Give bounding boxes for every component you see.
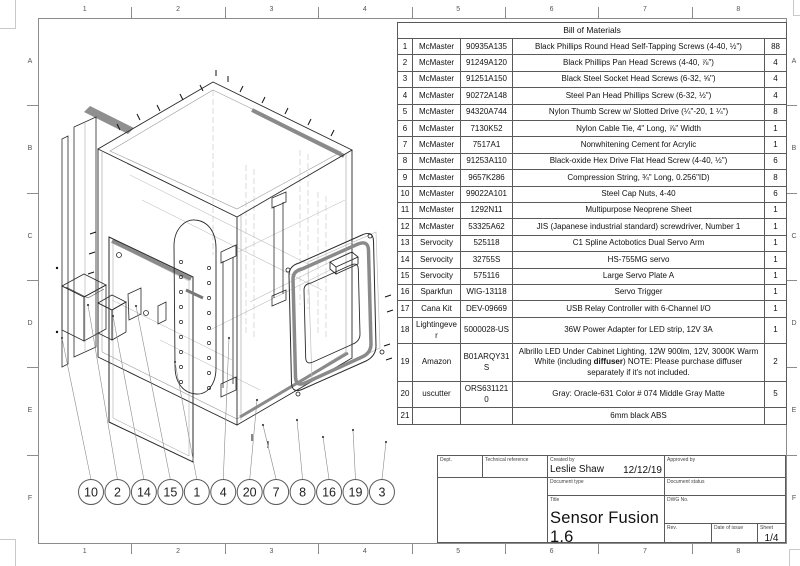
bom-item-number: 16 [398,284,413,300]
document-type-label: Document type [550,479,584,485]
leader-end-dot [228,337,230,339]
bom-item-number: 6 [398,121,413,137]
leader-end-dot [256,399,258,401]
bom-part-number: 575116 [461,268,513,284]
bom-part-number: 94320A744 [461,104,513,120]
bom-vendor: McMaster [413,121,461,137]
bom-row [398,88,787,104]
bom-part-number: ORS6311210 [461,381,513,408]
bom-qty: 1 [765,121,787,137]
zone-number-top: 5 [456,6,461,13]
created-by-label: Created by [550,457,575,463]
technical-reference-label: Technical reference [485,457,529,463]
balloon-number: 16 [322,485,337,500]
bom-part-number: B01ARQY31S [461,344,513,381]
balloon-leader-line [297,420,303,480]
bom-vendor: Servocity [413,235,461,251]
bom-row [398,219,787,235]
construction-lines [112,90,350,390]
balloon-number: 10 [84,485,98,500]
corner-mark [793,0,800,16]
zone-tick [27,367,38,368]
bom-item-number: 3 [398,71,413,87]
technical-reference-cell [482,455,548,478]
bom-qty: 4 [765,88,787,104]
bom-vendor: McMaster [413,39,461,55]
bom-item-number: 8 [398,153,413,169]
date-of-issue-cell [711,523,758,543]
bom-part-number: 32755S [461,252,513,268]
balloon-leader-line [175,362,197,480]
bom-vendor: McMaster [413,153,461,169]
leader-end-dot [296,419,298,421]
bom-part-number: 525118 [461,235,513,251]
bom-vendor: McMaster [413,219,461,235]
bom-description: Nylon Cable Tie, 4" Long, ⅞" Width [513,121,765,137]
created-date-value: 12/12/19 [623,465,662,476]
front-panel [109,237,193,462]
balloon-number: 20 [242,485,257,500]
bom-part-number: 90935A135 [461,39,513,55]
zone-number-top: 8 [736,6,741,13]
balloon-leader-line [113,316,144,480]
bom-description: Large Servo Plate A [513,268,765,284]
zone-tick [786,105,797,106]
inner-door-panel [174,220,216,394]
approved-by-cell [664,455,786,478]
balloon-leader-line [263,425,276,480]
leader-end-dot [61,337,63,339]
zone-number-bottom: 2 [176,548,181,555]
leader-end-dot [112,315,114,317]
bom-description: Black-oxide Hex Drive Flat Head Screw (4-40, ½") [513,153,765,169]
zone-tick [505,543,506,554]
bom-item-number: 18 [398,317,413,344]
zone-letter-right: C [791,232,797,240]
bom-part-number: 1292N11 [461,202,513,218]
standoff-rails [221,192,286,397]
bom-row [398,137,787,153]
dwg-no-label: DWG No. [667,497,689,503]
zone-tick [225,7,226,18]
bom-description: Servo Trigger [513,284,765,300]
zone-letter-right: D [791,320,797,328]
balloon-leader-line [62,338,91,480]
balloon-leader-line [323,437,329,480]
hatched-bracket [84,106,134,134]
screw-marks [56,70,393,448]
bom-description: C1 Spline Actobotics Dual Servo Arm [513,235,765,251]
bom-item-number: 12 [398,219,413,235]
zone-tick [27,455,38,456]
bom-vendor: Servocity [413,252,461,268]
bom-vendor: McMaster [413,71,461,87]
zone-number-top: 7 [642,6,647,13]
bom-qty: 2 [765,344,787,381]
bill-of-materials-table [397,22,787,425]
balloon-leader-line [353,430,356,480]
zone-letter-right: F [791,494,797,502]
rev-cell [664,523,712,543]
zone-tick [131,543,132,554]
zone-number-bottom: 3 [269,548,274,555]
bom-row [398,186,787,202]
bom-row [398,104,787,120]
bom-part-number: 99022A101 [461,186,513,202]
sheet-cell [757,523,786,543]
empty-cell [437,477,548,543]
bom-description: Steel Cap Nuts, 4-40 [513,186,765,202]
bom-vendor: McMaster [413,137,461,153]
corner-mark [0,539,16,566]
rear-panels [62,117,96,367]
balloon-number: 3 [378,485,386,500]
bom-row [398,153,787,169]
bom-title: Bill of Materials [398,23,787,39]
zone-tick [692,543,693,554]
zone-letter-left: E [27,407,33,415]
zone-number-top: 2 [176,6,181,13]
corner-mark [789,549,800,566]
bom-row [398,381,787,408]
bom-item-number: 11 [398,202,413,218]
balloon-number: 1 [193,485,201,500]
zone-letter-left: B [27,145,33,153]
bom-part-number: 7130K52 [461,121,513,137]
bom-vendor: Servocity [413,268,461,284]
created-by-value: Leslie Shaw [550,464,604,475]
bom-qty: 1 [765,252,787,268]
bom-row [398,268,787,284]
bom-description: Black Phillips Pan Head Screws (4-40, ⅞") [513,55,765,71]
bom-part-number: 7517A1 [461,137,513,153]
bom-row [398,344,787,381]
zone-letter-right: B [791,145,797,153]
title-cell [547,495,665,546]
balloon-number: 7 [272,485,280,500]
drawing-title: Sensor Fusion 1.6 [550,509,659,546]
bom-description: Nylon Thumb Screw w/ Slotted Drive (¼"-20, 1 ¼") [513,104,765,120]
dept-cell [437,455,483,478]
bom-description: Multipurpose Neoprene Sheet [513,202,765,218]
bom-qty: 1 [765,268,787,284]
zone-tick [318,543,319,554]
bom-qty: 8 [765,104,787,120]
zone-tick [412,543,413,554]
bom-row [398,202,787,218]
bom-qty: 1 [765,202,787,218]
zone-letter-left: C [27,232,33,240]
bom-item-number: 14 [398,252,413,268]
bom-description: Nonwhitening Cement for Acrylic [513,137,765,153]
balloon-number: 14 [136,485,151,500]
right-door-assembly [286,232,384,396]
bom-row [398,284,787,300]
balloon-number: 4 [219,485,227,500]
bom-description: Compression String, ¾" Long, 0.256"ID) [513,170,765,186]
bom-vendor: Amazon [413,344,461,381]
zone-letter-left: F [27,494,33,502]
zone-letter-right: E [791,407,797,415]
document-status-cell [664,477,786,496]
bom-item-number: 17 [398,301,413,317]
bom-description: Albrillo LED Under Cabinet Lighting, 12W 900lm, 12V, 3000K Warm White (including diffuser) NOTE: Please purchase diffuser separately if it's not included. [513,344,765,381]
zone-tick [786,367,797,368]
zone-tick [505,7,506,18]
zone-tick [412,7,413,18]
bom-description: 36W Power Adapter for LED strip, 12V 3A [513,317,765,344]
leader-end-dot [135,305,137,307]
zone-tick [318,7,319,18]
bom-qty: 1 [765,219,787,235]
balloon-leader-line [223,338,229,480]
bom-vendor: McMaster [413,88,461,104]
zone-letter-left: D [27,320,33,328]
zone-tick [692,7,693,18]
bom-item-number: 5 [398,104,413,120]
zone-number-bottom: 1 [82,548,87,555]
isometric-exploded-view [40,62,400,512]
bom-part-number [461,408,513,424]
balloon-callouts [61,304,395,505]
leader-end-dot [322,436,324,438]
approved-by-label: Approved by [667,457,696,463]
zone-number-top: 3 [269,6,274,13]
bom-item-number: 20 [398,381,413,408]
sheet-value: 1/4 [764,533,779,544]
balloon-number: 2 [113,485,121,500]
leader-end-dot [385,441,387,443]
bom-item-number: 13 [398,235,413,251]
bom-description: Gray: Oracle-631 Color # 074 Middle Gray Matte [513,381,765,408]
bom-row [398,170,787,186]
bom-vendor: McMaster [413,186,461,202]
bom-description: Black Steel Socket Head Screws (6-32, ⅝") [513,71,765,87]
bom-item-number: 19 [398,344,413,381]
bom-qty: 5 [765,381,787,408]
bom-row [398,121,787,137]
bom-part-number: 90272A148 [461,88,513,104]
balloon-number: 15 [163,485,178,500]
date-of-issue-label: Date of issue [714,525,744,531]
document-status-label: Document status [667,479,705,485]
zone-number-bottom: 6 [549,548,554,555]
bom-part-number: 91253A110 [461,153,513,169]
leader-end-dot [262,424,264,426]
bom-part-number: DEV-09669 [461,301,513,317]
bom-qty: 6 [765,186,787,202]
zone-number-bottom: 5 [456,548,461,555]
bom-row [398,71,787,87]
bom-item-number: 4 [398,88,413,104]
bom-item-number: 21 [398,408,413,424]
leader-end-dot [174,361,176,363]
corner-mark [0,0,16,29]
bom-qty: 6 [765,153,787,169]
title-label: Title [550,497,560,503]
zone-tick [786,455,797,456]
balloon-leader-line [382,442,386,480]
zone-tick [786,280,797,281]
zone-tick [27,193,38,194]
balloon-number: 19 [348,485,363,500]
bom-qty: 1 [765,317,787,344]
dwg-no-cell [664,495,786,524]
bom-vendor: Lightingever [413,317,461,344]
bom-qty: 1 [765,137,787,153]
zone-tick [131,7,132,18]
bom-description: HS-755MG servo [513,252,765,268]
bom-qty: 1 [765,235,787,251]
bom-item-number: 9 [398,170,413,186]
bom-description: JIS (Japanese industrial standard) screwdriver, Number 1 [513,219,765,235]
sheet-label: Sheet [760,525,774,531]
bom-item-number: 2 [398,55,413,71]
bom-qty: 88 [765,39,787,55]
bom-description: Black Phillips Round Head Self-Tapping Screws (4-40, ½") [513,39,765,55]
zone-number-top: 4 [362,6,367,13]
bom-qty [765,408,787,424]
bom-qty: 4 [765,71,787,87]
bom-vendor: McMaster [413,104,461,120]
balloon-number: 8 [299,485,307,500]
bom-vendor: McMaster [413,55,461,71]
title-block [437,455,786,546]
zone-tick [786,193,797,194]
zone-tick [598,7,599,18]
bom-description: Steel Pan Head Phillips Screw (6-32, ½") [513,88,765,104]
bom-item-number: 7 [398,137,413,153]
bom-item-number: 15 [398,268,413,284]
bom-qty: 1 [765,284,787,300]
bom-vendor: uscutter [413,381,461,408]
bom-part-number: 91249A120 [461,55,513,71]
bom-part-number: WIG-13118 [461,284,513,300]
bom-vendor [413,408,461,424]
bom-description: USB Relay Controller with 6-Channel I/O [513,301,765,317]
bom-row [398,55,787,71]
zone-number-bottom: 7 [642,548,647,555]
bom-qty: 8 [765,170,787,186]
bom-vendor: McMaster [413,202,461,218]
bom-item-number: 1 [398,39,413,55]
bom-vendor: McMaster [413,170,461,186]
bom-part-number: 53325A62 [461,219,513,235]
bom-item-number: 10 [398,186,413,202]
bom-part-number: 9657K286 [461,170,513,186]
zone-number-top: 1 [82,6,87,13]
zone-tick [27,105,38,106]
bom-row [398,235,787,251]
zone-letter-right: A [791,58,797,66]
bom-row [398,408,787,424]
zone-number-bottom: 8 [736,548,741,555]
electronics-modules [62,274,166,341]
zone-number-top: 6 [549,6,554,13]
dept-label: Dept. [440,457,452,463]
bom-row [398,252,787,268]
zone-tick [27,280,38,281]
zone-tick [225,543,226,554]
created-by-cell [547,455,665,478]
bom-qty: 4 [765,55,787,71]
bom-vendor: Sparkfun [413,284,461,300]
bom-description: 6mm black ABS [513,408,765,424]
document-type-cell [547,477,665,496]
bom-part-number: 5000028-US [461,317,513,344]
bom-qty: 1 [765,301,787,317]
bom-vendor: Cana Kit [413,301,461,317]
balloon-leader-line [136,306,170,480]
zone-letter-left: A [27,58,33,66]
leader-end-dot [87,304,89,306]
leader-end-dot [352,429,354,431]
bom-part-number: 91251A150 [461,71,513,87]
bom-row [398,317,787,344]
rev-label: Rev. [667,525,677,531]
bom-row [398,39,787,55]
bom-row [398,301,787,317]
zone-number-bottom: 4 [362,548,367,555]
